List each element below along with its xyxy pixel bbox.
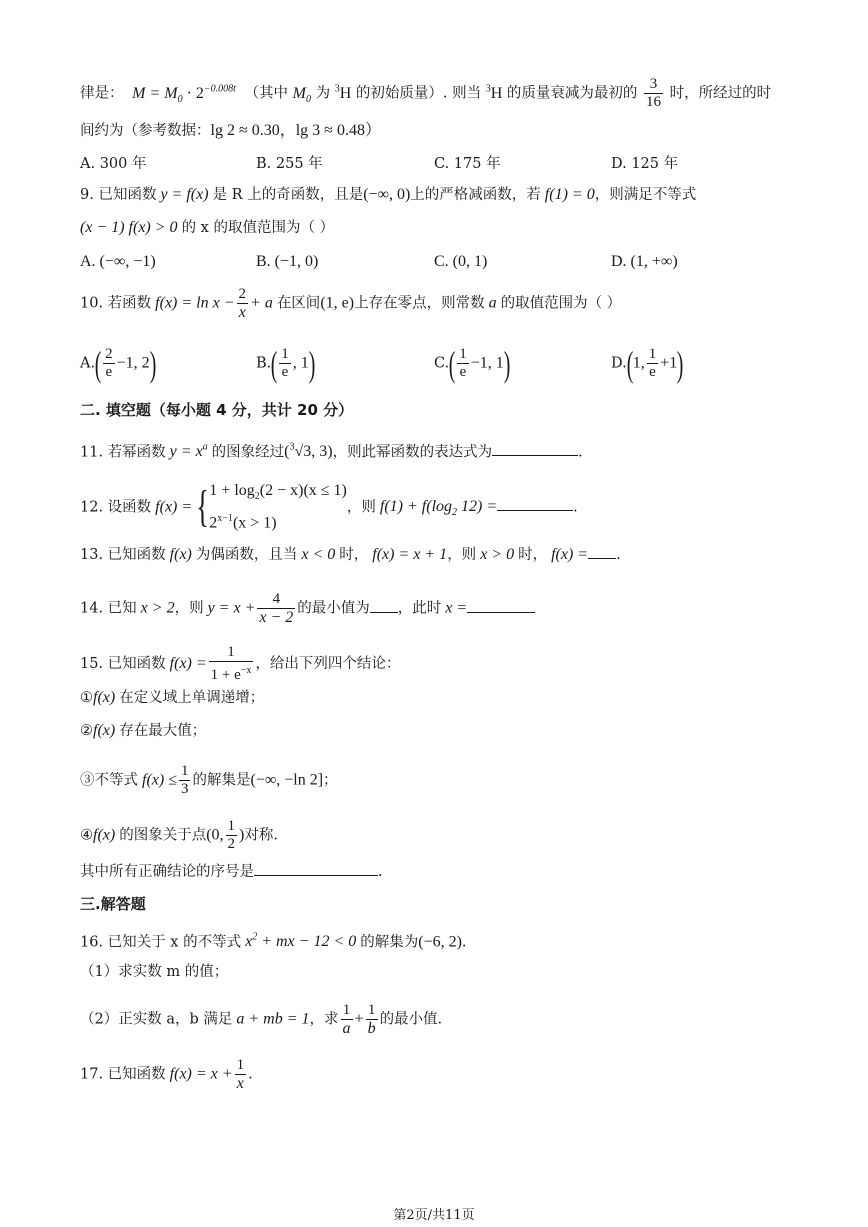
q16-part-1: （1）求实数 m 的值； [80, 964, 229, 980]
q15-statement-3: ③不等式 f(x) ≤ $\frac{1}{3}$ 的解集是(−∞, −ln 2]； [80, 763, 338, 797]
section-3-heading: 三.解答题 [80, 895, 146, 913]
q8-option-d: D. 125 年 [611, 156, 679, 172]
q16-part-2: （2）正实数 a，b 满足 a + mb = 1，求 $\frac{1}{a}$ + $\frac{1}{b}$ 的最小值. [80, 1002, 443, 1037]
q15-answer-blank [254, 861, 378, 876]
q14-line: 14. 已知 x > 2，则 y = x + $\frac{4}{x - 2}$ 的最小值为 ，此时 x = [80, 591, 535, 626]
q11-answer-blank [492, 441, 578, 456]
q9-line-1: 9. 已知函数 y = f(x) 是 R 上的奇函数，且是(−∞, 0)上的严格减函数，若 f(1) = 0，则满足不等式 [80, 186, 697, 203]
q9-option-a: A. (−∞, −1) [80, 253, 156, 270]
q9-option-c: C. (0, 1) [434, 253, 488, 270]
q10-option-b: B.( $\frac{1}{e}$ , 1) [256, 343, 316, 384]
q15-statement-1: ①f(x) 在定义域上单调递增； [80, 689, 265, 706]
q11-line: 11. 若幂函数 $y = x^a$ 的图象经过($^3$√3, 3)，则此幂函数的表达式为 . [80, 442, 583, 461]
q12-answer-blank [497, 496, 573, 511]
q9-option-b: B. (−1, 0) [256, 253, 319, 270]
q14-min-blank [370, 598, 398, 613]
q8-option-a: A. 300 年 [80, 156, 147, 172]
q16-line: 16. 已知关于 x 的不等式 $x^2$ + mx − 12 < 0 的解集为(−6, 2). [80, 932, 467, 951]
q9-line-2: (x − 1) f(x) > 0 的 x 的取值范围为（ ） [80, 219, 335, 236]
q12-line: 12. 设函数 f(x) ={ $1 + \log_2(2 - x)(x \le 1)$ $2^{x-1}(x > 1)$ ，则 $f(1) + f(\log_2$ 12) = . [80, 482, 578, 532]
q15-line: 15. 已知函数 f(x) = $\frac{1}{1 + e^{-x}}$ ，给出下列四个结论： [80, 644, 401, 683]
q17-line: 17. 已知函数 f(x) = x + $\frac{1}{x}$ . [80, 1057, 253, 1092]
q13-line: 13. 已知函数 f(x) 为偶函数，且当 x < 0 时， f(x) = x + 1，则 x > 0 时， f(x) = . [80, 546, 621, 563]
q10-option-c: C.( $\frac{1}{e}$ −1, 1) [434, 343, 511, 384]
page-footer: 第2页/共11页 [393, 1208, 475, 1223]
q15-statement-4: ④f(x) 的图象关于点(0, $\frac{1}{2}$ )对称. [80, 818, 278, 852]
q9-option-d: D. (1, +∞) [611, 253, 678, 270]
q8-line-2: 间约为（参考数据：lg 2 ≈ 0.30，lg 3 ≈ 0.48） [80, 122, 381, 139]
q8-option-c: C. 175 年 [434, 156, 501, 172]
decay-formula: $M = M_0 \cdot 2^{-0.008t}$ [128, 83, 236, 105]
q15-conclusion: 其中所有正确结论的序号是 . [80, 861, 383, 883]
section-2-heading: 二. 填空题（每小题 4 分，共计 20 分） [80, 401, 354, 419]
q13-answer-blank [588, 544, 616, 559]
q10-option-a: A.( $\frac{2}{e}$ −1, 2) [80, 343, 156, 384]
q14-x-blank [467, 598, 535, 613]
q10-option-d: D.(1, $\frac{1}{e}$ +1) [611, 343, 684, 384]
q10-line: 10. 若函数 f(x) = ln x − $\frac{2}{x}$ + a 在区间(1, e)上存在零点，则常数 a 的取值范围为（ ） [80, 286, 622, 321]
q8-option-b: B. 255 年 [256, 156, 323, 172]
q8-line-1: 律是： $M = M_0 \cdot 2^{-0.008t}$ （其中 $M_0$ 为 $^3$H 的初始质量）. 则当 $^3$H 的质量衰减为最初的 $\frac{3}{16}$ 时，所经过的时 [80, 76, 772, 110]
fraction-3-16: $\frac{3}{16}$ [645, 76, 661, 110]
q15-statement-2: ②f(x) 存在最大值； [80, 722, 207, 739]
